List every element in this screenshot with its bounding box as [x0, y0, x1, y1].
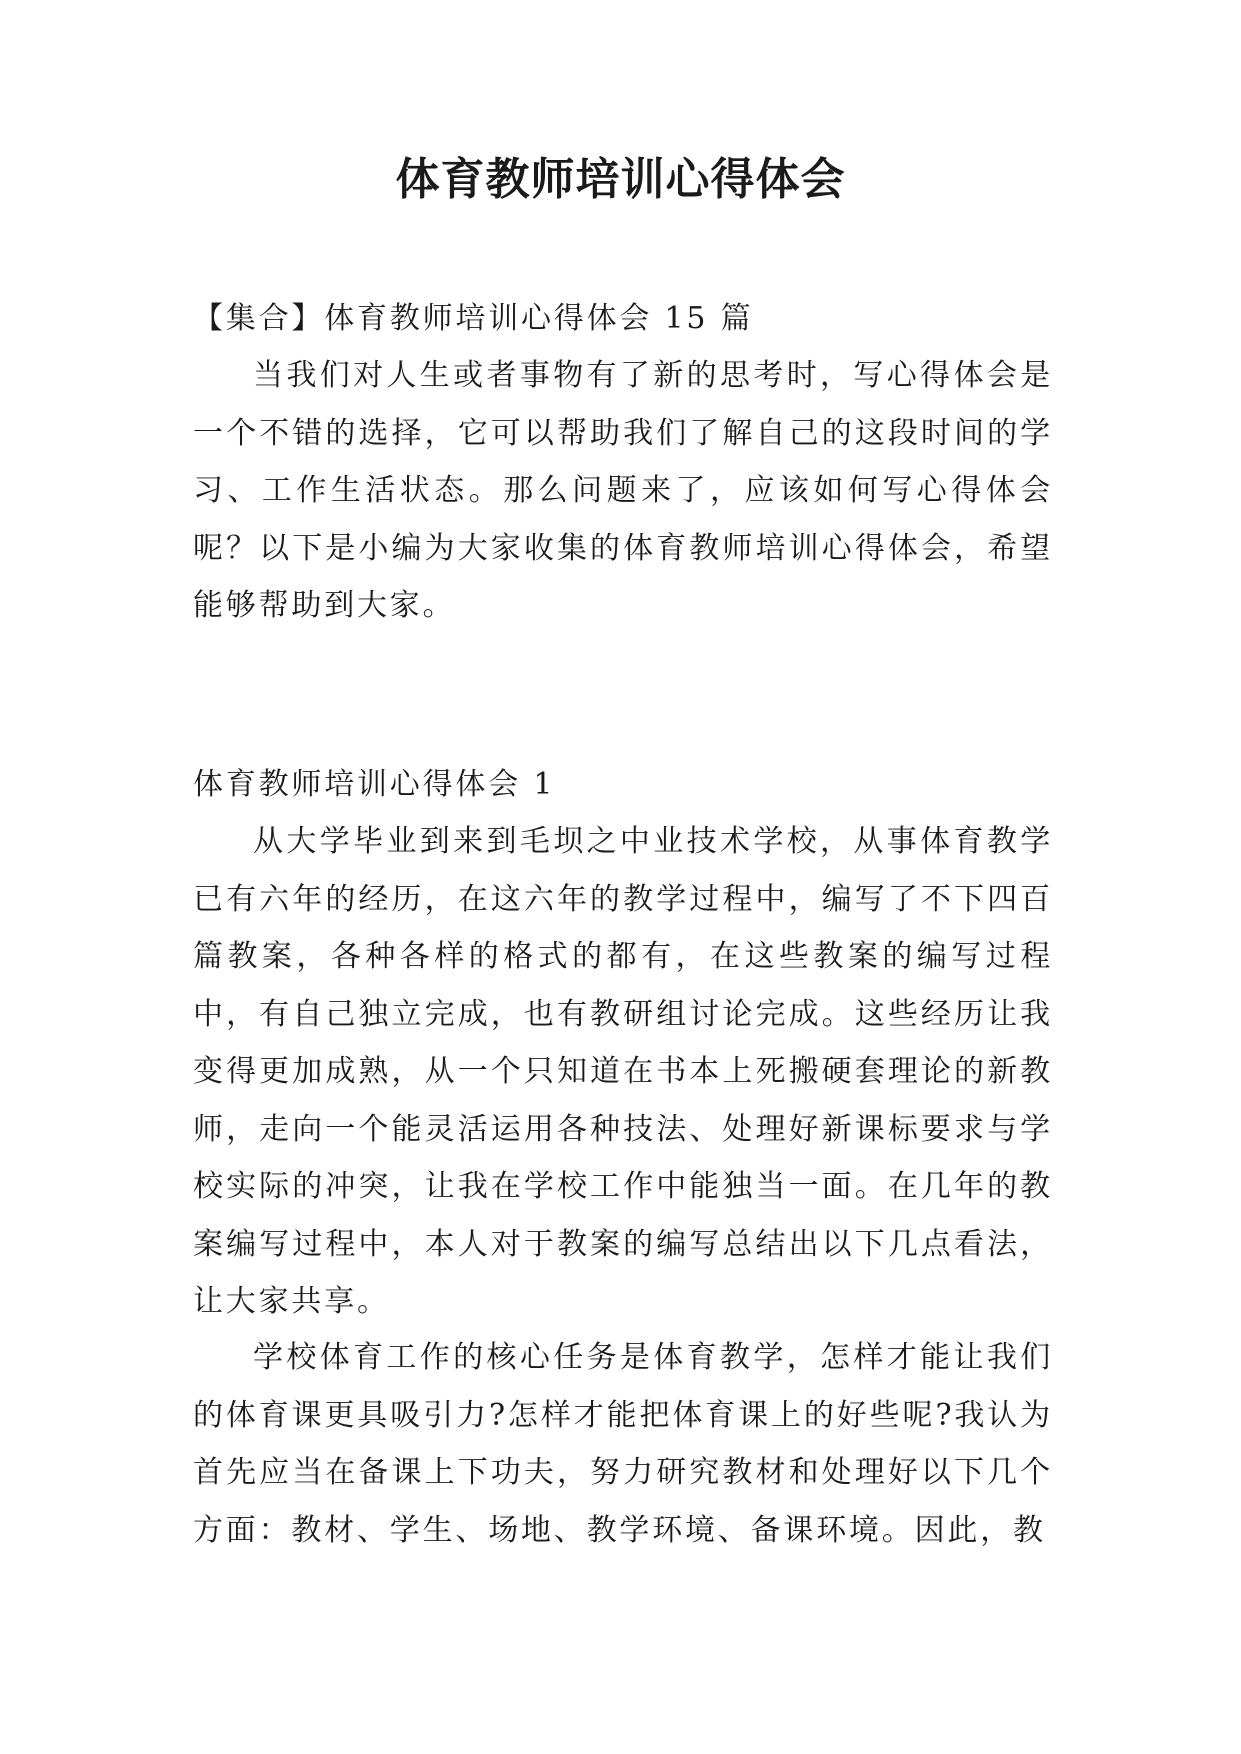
section-paragraph: 从大学毕业到来到毛坝之中业技术学校，从事体育教学已有六年的经历，在这六年的教学过程中，编写了不下四百篇教案，各种各样的格式的都有，在这些教案的编写过程中，有自己独立完成，也有教研组讨论完成。这些经历让我变得更加成熟，从一个只知道在书本上死搬硬套理论的新教师，走向一个能灵活运用各种技法、处理好新课标要求与学校实际的冲突，让我在学校工作中能独当一面。在几年的教案编写过程中，本人对于教案的编写总结出以下几点看法，让大家共享。 — [193, 824, 1053, 1319]
section-paragraph: 学校体育工作的核心任务是体育教学，怎样才能让我们的体育课更具吸引力?怎样才能把体育课上的好些呢?我认为首先应当在备课上下功夫，努力研究教材和处理好以下几个方面：教材、学生、场地、教学环境、备课环境。因此，教 — [193, 1340, 1053, 1548]
section-heading: 体育教师培训心得体会 1 — [193, 767, 556, 802]
intro-paragraph: 当我们对人生或者事物有了新的思考时，写心得体会是一个不错的选择，它可以帮助我们了解自己的这段时间的学习、工作生活状态。那么问题来了，应该如何写心得体会呢？以下是小编为大家收集的体育教师培训心得体会，希望能够帮助到大家。 — [193, 358, 1053, 623]
document-title: 体育教师培训心得体会 — [395, 154, 846, 205]
document-subtitle: 【集合】体育教师培训心得体会 15 篇 — [193, 301, 754, 336]
